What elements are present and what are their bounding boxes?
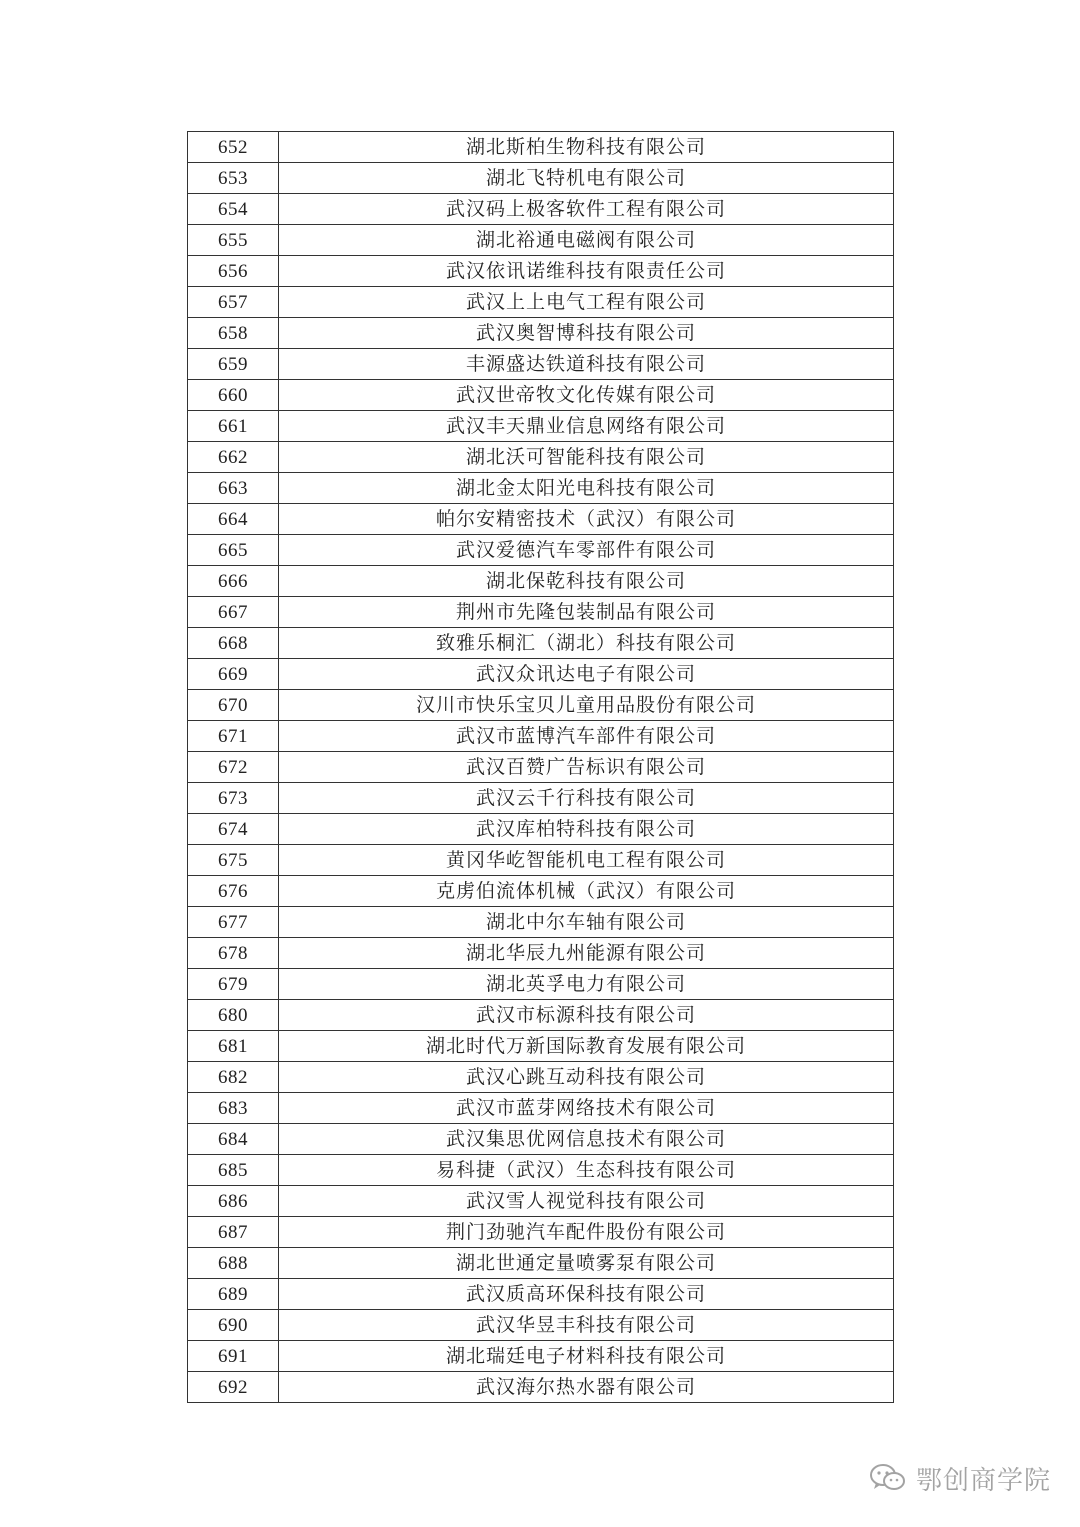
row-number: 678 xyxy=(188,938,279,969)
company-name: 武汉库柏特科技有限公司 xyxy=(279,814,894,845)
company-name: 武汉市蓝博汽车部件有限公司 xyxy=(279,721,894,752)
row-number: 677 xyxy=(188,907,279,938)
row-number: 659 xyxy=(188,349,279,380)
table-row xyxy=(188,566,894,597)
row-number: 666 xyxy=(188,566,279,597)
table-row xyxy=(188,256,894,287)
row-number: 672 xyxy=(188,752,279,783)
row-number: 681 xyxy=(188,1031,279,1062)
row-number: 667 xyxy=(188,597,279,628)
company-name: 武汉码上极客软件工程有限公司 xyxy=(279,194,894,225)
company-name: 荆州市先隆包装制品有限公司 xyxy=(279,597,894,628)
company-name: 湖北瑞廷电子材料科技有限公司 xyxy=(279,1341,894,1372)
company-name: 武汉奥智博科技有限公司 xyxy=(279,318,894,349)
row-number: 655 xyxy=(188,225,279,256)
company-name: 帕尔安精密技术（武汉）有限公司 xyxy=(279,504,894,535)
company-name: 武汉雪人视觉科技有限公司 xyxy=(279,1186,894,1217)
row-number: 682 xyxy=(188,1062,279,1093)
row-number: 690 xyxy=(188,1310,279,1341)
company-name: 武汉海尔热水器有限公司 xyxy=(279,1372,894,1403)
row-number: 665 xyxy=(188,535,279,566)
table-row xyxy=(188,1093,894,1124)
row-number: 664 xyxy=(188,504,279,535)
row-number: 680 xyxy=(188,1000,279,1031)
table-row xyxy=(188,132,894,163)
watermark-text: 鄂创商学院 xyxy=(916,1465,1052,1496)
company-name: 武汉集思优网信息技术有限公司 xyxy=(279,1124,894,1155)
company-name: 湖北斯柏生物科技有限公司 xyxy=(279,132,894,163)
row-number: 676 xyxy=(188,876,279,907)
table-row xyxy=(188,1279,894,1310)
table-row xyxy=(188,628,894,659)
company-name: 湖北裕通电磁阀有限公司 xyxy=(279,225,894,256)
company-name: 黄冈华屹智能机电工程有限公司 xyxy=(279,845,894,876)
table-row xyxy=(188,1031,894,1062)
row-number: 660 xyxy=(188,380,279,411)
table-row xyxy=(188,1310,894,1341)
company-name: 湖北世通定量喷雾泵有限公司 xyxy=(279,1248,894,1279)
wechat-icon xyxy=(868,1462,908,1494)
company-name: 易科捷（武汉）生态科技有限公司 xyxy=(279,1155,894,1186)
company-name: 湖北沃可智能科技有限公司 xyxy=(279,442,894,473)
table-row xyxy=(188,504,894,535)
table-row xyxy=(188,318,894,349)
table-row xyxy=(188,349,894,380)
table-row xyxy=(188,876,894,907)
table-row xyxy=(188,659,894,690)
company-name: 武汉世帝牧文化传媒有限公司 xyxy=(279,380,894,411)
row-number: 652 xyxy=(188,132,279,163)
row-number: 683 xyxy=(188,1093,279,1124)
table-row xyxy=(188,907,894,938)
table-row xyxy=(188,163,894,194)
row-number: 669 xyxy=(188,659,279,690)
table-row xyxy=(188,1124,894,1155)
row-number: 654 xyxy=(188,194,279,225)
table-row xyxy=(188,473,894,504)
company-name: 汉川市快乐宝贝儿童用品股份有限公司 xyxy=(279,690,894,721)
row-number: 673 xyxy=(188,783,279,814)
row-number: 674 xyxy=(188,814,279,845)
row-number: 670 xyxy=(188,690,279,721)
table-row xyxy=(188,783,894,814)
watermark xyxy=(868,1458,1051,1498)
company-name: 武汉市蓝芽网络技术有限公司 xyxy=(279,1093,894,1124)
table-row xyxy=(188,194,894,225)
table-row xyxy=(188,442,894,473)
row-number: 661 xyxy=(188,411,279,442)
table-row xyxy=(188,1248,894,1279)
row-number: 656 xyxy=(188,256,279,287)
row-number: 692 xyxy=(188,1372,279,1403)
row-number: 688 xyxy=(188,1248,279,1279)
row-number: 689 xyxy=(188,1279,279,1310)
row-number: 679 xyxy=(188,969,279,1000)
table-row xyxy=(188,380,894,411)
company-name: 湖北中尔车轴有限公司 xyxy=(279,907,894,938)
table-row xyxy=(188,225,894,256)
table-row xyxy=(188,1000,894,1031)
table-row xyxy=(188,814,894,845)
company-name: 湖北金太阳光电科技有限公司 xyxy=(279,473,894,504)
table-row xyxy=(188,1062,894,1093)
company-name: 武汉市标源科技有限公司 xyxy=(279,1000,894,1031)
company-name: 武汉百赞广告标识有限公司 xyxy=(279,752,894,783)
company-name: 湖北保乾科技有限公司 xyxy=(279,566,894,597)
table-row xyxy=(188,1217,894,1248)
table-row xyxy=(188,535,894,566)
company-name: 致雅乐桐汇（湖北）科技有限公司 xyxy=(279,628,894,659)
company-name: 荆门劲驰汽车配件股份有限公司 xyxy=(279,1217,894,1248)
table-row xyxy=(188,1341,894,1372)
row-number: 675 xyxy=(188,845,279,876)
table-row xyxy=(188,411,894,442)
row-number: 662 xyxy=(188,442,279,473)
company-name: 克虏伯流体机械（武汉）有限公司 xyxy=(279,876,894,907)
row-number: 668 xyxy=(188,628,279,659)
row-number: 687 xyxy=(188,1217,279,1248)
table-row xyxy=(188,721,894,752)
table-row xyxy=(188,969,894,1000)
table-row xyxy=(188,1372,894,1403)
company-name: 武汉众讯达电子有限公司 xyxy=(279,659,894,690)
table-row xyxy=(188,1186,894,1217)
company-name: 武汉质高环保科技有限公司 xyxy=(279,1279,894,1310)
table-body xyxy=(188,132,894,1403)
company-name: 武汉丰天鼎业信息网络有限公司 xyxy=(279,411,894,442)
row-number: 657 xyxy=(188,287,279,318)
company-name: 武汉心跳互动科技有限公司 xyxy=(279,1062,894,1093)
row-number: 684 xyxy=(188,1124,279,1155)
company-name: 湖北飞特机电有限公司 xyxy=(279,163,894,194)
company-name: 湖北华辰九州能源有限公司 xyxy=(279,938,894,969)
row-number: 686 xyxy=(188,1186,279,1217)
company-name: 武汉依讯诺维科技有限责任公司 xyxy=(279,256,894,287)
company-name: 武汉上上电气工程有限公司 xyxy=(279,287,894,318)
row-number: 663 xyxy=(188,473,279,504)
company-table xyxy=(187,131,894,1403)
company-name: 武汉华昱丰科技有限公司 xyxy=(279,1310,894,1341)
row-number: 691 xyxy=(188,1341,279,1372)
row-number: 671 xyxy=(188,721,279,752)
table-row xyxy=(188,690,894,721)
table-row xyxy=(188,597,894,628)
company-name: 湖北英孚电力有限公司 xyxy=(279,969,894,1000)
row-number: 658 xyxy=(188,318,279,349)
row-number: 685 xyxy=(188,1155,279,1186)
table-row xyxy=(188,938,894,969)
table-row xyxy=(188,1155,894,1186)
table-row xyxy=(188,845,894,876)
row-number: 653 xyxy=(188,163,279,194)
table-row xyxy=(188,287,894,318)
table-row xyxy=(188,752,894,783)
company-name: 武汉云千行科技有限公司 xyxy=(279,783,894,814)
company-name: 武汉爱德汽车零部件有限公司 xyxy=(279,535,894,566)
company-name: 湖北时代万新国际教育发展有限公司 xyxy=(279,1031,894,1062)
company-name: 丰源盛达铁道科技有限公司 xyxy=(279,349,894,380)
